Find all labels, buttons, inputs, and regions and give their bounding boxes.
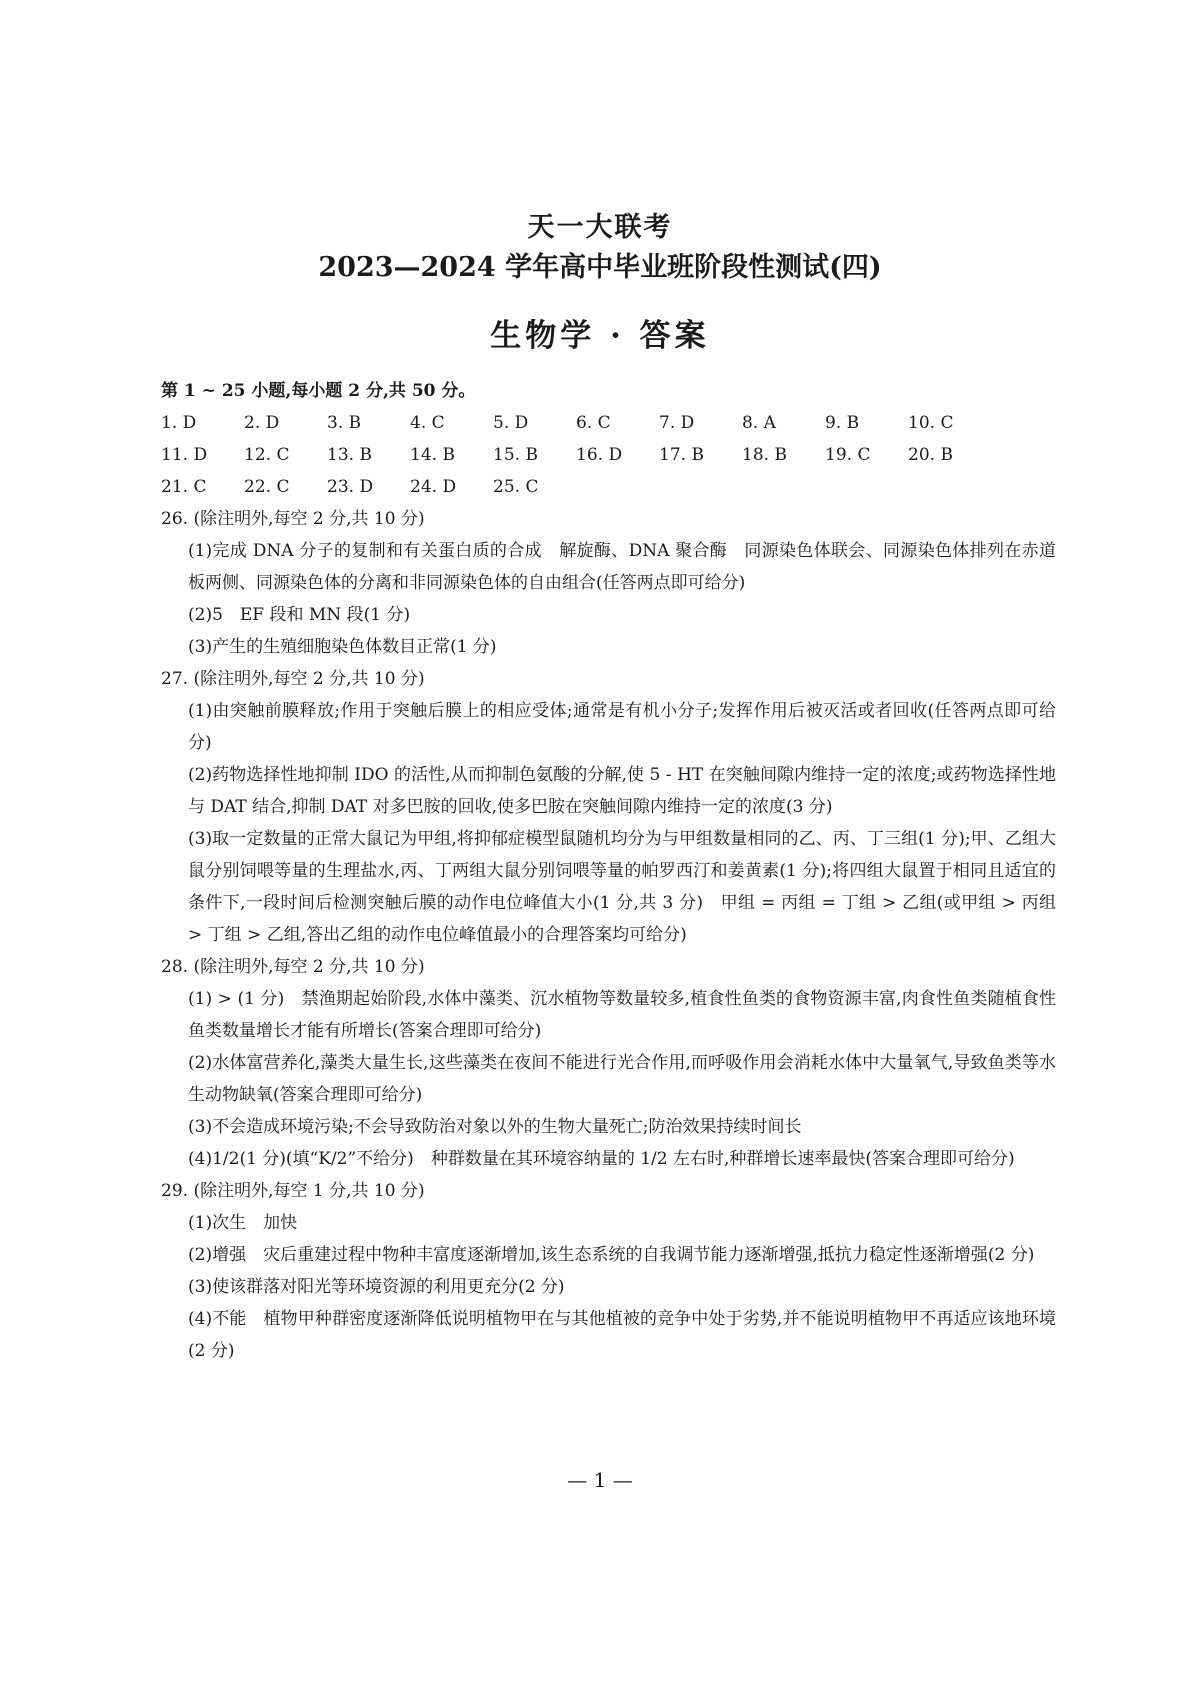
- answer-part: (2)水体富营养化,藻类大量生长,这些藻类在夜间不能进行光合作用,而呼吸作用会消耗水体中大量氧气,导致鱼类等水生动物缺氧(答案合理即可给分): [188, 1053, 1056, 1105]
- multiple-choice-note: 第 1 ~ 25 小题,每小题 2 分,共 50 分。: [161, 381, 476, 401]
- answer-part: (2)增强 灾后重建过程中物种丰富度逐渐增加,该生态系统的自我调节能力逐渐增强,抵抗力稳定性逐渐增强(2 分): [188, 1245, 1035, 1265]
- answer-part: (1)完成 DNA 分子的复制和有关蛋白质的合成 解旋酶、DNA 聚合酶 同源染色体联会、同源染色体排列在赤道板两侧、同源染色体的分离和非同源染色体的自由组合(任答两点即可给分): [188, 541, 1056, 593]
- mc-answer: 17. B: [659, 445, 704, 465]
- multiple-choice-answers: [161, 407, 1056, 503]
- answer-part: (3)产生的生殖细胞染色体数目正常(1 分): [188, 637, 497, 657]
- question-block: [161, 1175, 1056, 1367]
- mc-answer: 25. C: [493, 477, 539, 497]
- answer-part: (2)5 EF 段和 MN 段(1 分): [188, 605, 411, 625]
- question-heading: 27. (除注明外,每空 2 分,共 10 分): [161, 669, 425, 689]
- mc-answer: 7. D: [659, 413, 695, 433]
- mc-answer: 21. C: [161, 477, 207, 497]
- question-heading: 26. (除注明外,每空 2 分,共 10 分): [161, 509, 425, 529]
- mc-answer: 8. A: [742, 413, 776, 433]
- answer-part: (3)使该群落对阳光等环境资源的利用更充分(2 分): [188, 1277, 565, 1297]
- subject-title: 生物学 · 答案: [490, 318, 710, 354]
- question-heading: 28. (除注明外,每空 2 分,共 10 分): [161, 957, 425, 977]
- free-response-answers: [161, 503, 1056, 1367]
- document-header: [0, 208, 1200, 358]
- answer-part: (2)药物选择性地抑制 IDO 的活性,从而抑制色氨酸的分解,使 5 - HT 在突触间隙内维持一定的浓度;或药物选择性地与 DAT 结合,抑制 DAT 对多巴胺的回收,使多巴胺在突触间隙内维持一定的浓度(3 分): [188, 765, 1056, 817]
- mc-answer: 22. C: [244, 477, 290, 497]
- question-block: [161, 503, 1056, 663]
- mc-answer: 11. D: [161, 445, 208, 465]
- mc-answer: 15. B: [493, 445, 538, 465]
- mc-answer: 24. D: [410, 477, 457, 497]
- answer-content: [161, 375, 1056, 1367]
- exam-title: 2023—2024 学年高中毕业班阶段性测试(四): [318, 252, 882, 283]
- mc-answer: 14. B: [410, 445, 455, 465]
- mc-answer: 5. D: [493, 413, 529, 433]
- mc-answer: 2. D: [244, 413, 280, 433]
- mc-answer: 18. B: [742, 445, 787, 465]
- mc-answer: 12. C: [244, 445, 290, 465]
- question-block: [161, 951, 1056, 1175]
- mc-answer: 19. C: [825, 445, 871, 465]
- answer-part: (3)取一定数量的正常大鼠记为甲组,将抑郁症模型鼠随机均分为与甲组数量相同的乙、丙、丁三组(1 分);甲、乙组大鼠分别饲喂等量的生理盐水,丙、丁两组大鼠分别饲喂等量的帕罗西汀和姜黄素(1 分);将四组大鼠置于相同且适宜的条件下,一段时间后检测突触后膜的动作电位峰值大小(1 分,共 3 分) 甲组 = 丙组 = 丁组 > 乙组(或甲组 > 丙组 > 丁组 > 乙组,答出乙组的动作电位峰值最小的合理答案均可给分): [188, 829, 1056, 945]
- mc-answer: 20. B: [908, 445, 953, 465]
- question-heading: 29. (除注明外,每空 1 分,共 10 分): [161, 1181, 425, 1201]
- mc-answer: 16. D: [576, 445, 623, 465]
- mc-answer: 23. D: [327, 477, 374, 497]
- answer-part: (1)由突触前膜释放;作用于突触后膜上的相应受体;通常是有机小分子;发挥作用后被灭活或者回收(任答两点即可给分): [188, 701, 1056, 753]
- page-number: — 1 —: [567, 1468, 633, 1492]
- mc-answer: 6. C: [576, 413, 611, 433]
- answer-part: (4)1/2(1 分)(填“K/2”不给分) 种群数量在其环境容纳量的 1/2 左右时,种群增长速率最快(答案合理即可给分): [188, 1149, 1015, 1169]
- answer-part: (4)不能 植物甲种群密度逐渐降低说明植物甲在与其他植被的竞争中处于劣势,并不能说明植物甲不再适应该地环境(2 分): [188, 1309, 1056, 1361]
- mc-answer: 10. C: [908, 413, 954, 433]
- answer-part: (3)不会造成环境污染;不会导致防治对象以外的生物大量死亡;防治效果持续时间长: [188, 1117, 802, 1137]
- mc-answer: 1. D: [161, 413, 197, 433]
- mc-answer: 9. B: [825, 413, 860, 433]
- question-block: [161, 663, 1056, 951]
- answer-part: (1)次生 加快: [188, 1213, 298, 1233]
- mc-answer: 13. B: [327, 445, 372, 465]
- mc-answer: 4. C: [410, 413, 445, 433]
- answer-part: (1) > (1 分) 禁渔期起始阶段,水体中藻类、沉水植物等数量较多,植食性鱼类的食物资源丰富,肉食性鱼类随植食性鱼类数量增长才能有所增长(答案合理即可给分): [188, 989, 1056, 1041]
- mc-answer: 3. B: [327, 413, 362, 433]
- organization-title: 天一大联考: [527, 212, 673, 243]
